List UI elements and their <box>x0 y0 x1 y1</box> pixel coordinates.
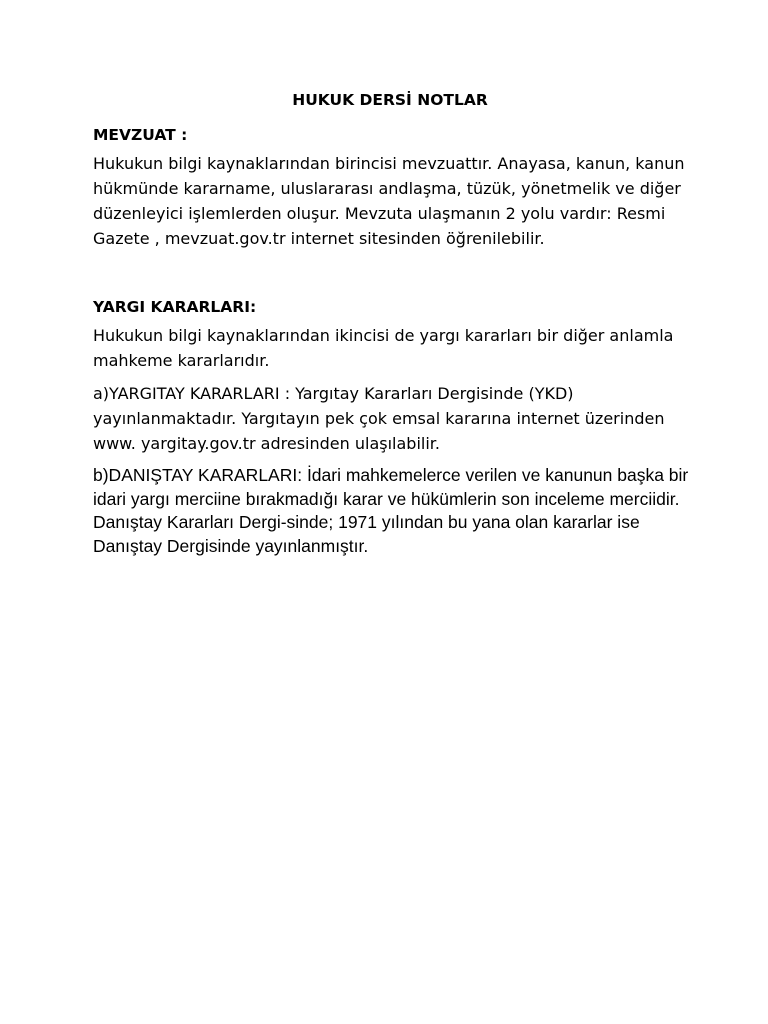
section-heading-mevzuat: MEVZUAT : <box>93 126 188 144</box>
section-heading-yargi-kararlari: YARGI KARARLARI: <box>93 298 257 316</box>
paragraph-yargitay-kararlari: a)YARGITAY KARARLARI : Yargıtay Kararları Dergisinde (YKD) yayınlanmaktadır. Yargıtayın pek çok emsal kararına internet üzerinden www. yargitay.gov.tr adresinden ulaşılabilir. <box>93 384 665 453</box>
blank-line <box>93 259 693 295</box>
paragraph-danistay-kararlari: b)DANIŞTAY KARARLARI: İdari mahkemelerce verilen ve kanunun başka bir idari yargı merciine bırakmadığı karar ve hükümlerin son inceleme merciidir. Danıştay Kararları Dergi-sinde; 1971 yılından bu yana olan kararlar ise Danıştay Dergisinde yayınlanmıştır. <box>93 465 689 556</box>
paragraph-yargi-kararlari-intro: Hukukun bilgi kaynaklarından ikincisi de yargı kararları bir diğer anlamla mahkeme kararlarıdır. <box>93 326 674 370</box>
document-title: HUKUK DERSİ NOTLAR <box>292 91 488 109</box>
document-body <box>93 88 693 566</box>
paragraph-mevzuat: Hukukun bilgi kaynaklarından birincisi mevzuattır. Anayasa, kanun, kanun hükmünde kararname, uluslararası andlaşma, tüzük, yönetmelik ve diğer düzenleyici işlemlerden oluşur. Mevzuta ulaşmanın 2 yolu vardır: Resmi Gazete , mevzuat.gov.tr internet sitesinden öğrenilebilir. <box>93 154 685 248</box>
